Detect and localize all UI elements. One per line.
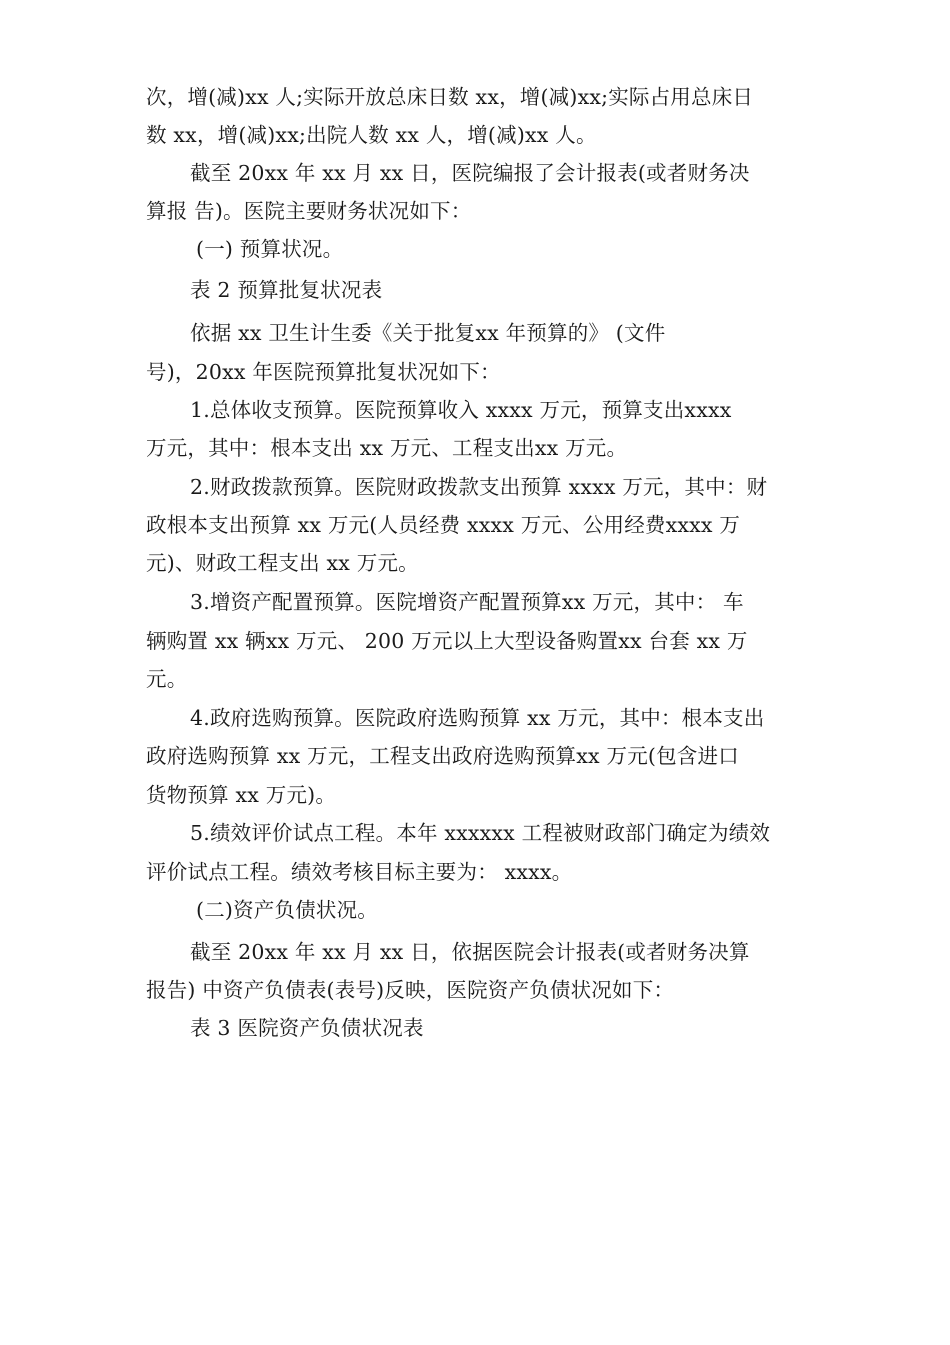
table-caption-3: 表 3 医院资产负债状况表 <box>190 1016 424 1040</box>
text-line-24: 报告) 中资产负债表(表号)反映，医院资产负债状况如下： <box>146 978 675 1002</box>
table-caption-2: 表 2 预算批复状况表 <box>190 278 383 302</box>
text-line-14: 3.增资产配置预算。医院增资产配置预算xx 万元，其中： 车 <box>190 590 744 614</box>
text-line-12: 政根本支出预算 xx 万元(人员经费 xxxx 万元、公用经费xxxx 万 <box>146 513 741 537</box>
section-heading-2: (二)资产负债状况。 <box>196 898 378 922</box>
text-line-23: 截至 20xx 年 xx 月 xx 日，依据医院会计报表(或者财务决算 <box>190 940 750 964</box>
text-line-15: 辆购置 xx 辆xx 万元、 200 万元以上大型设备购置xx 台套 xx 万 <box>146 629 748 653</box>
text-line-9: 1.总体收支预算。医院预算收入 xxxx 万元，预算支出xxxx <box>190 398 732 422</box>
text-line-2: 数 xx，增(减)xx;出院人数 xx 人，增(减)xx 人。 <box>146 123 597 147</box>
text-line-8: 号)，20xx 年医院预算批复状况如下： <box>146 360 501 384</box>
text-line-3: 截至 20xx 年 xx 月 xx 日，医院编报了会计报表(或者财务决 <box>190 161 750 185</box>
text-line-4: 算报 告)。医院主要财务状况如下： <box>146 199 472 223</box>
text-line-7: 依据 xx 卫生计生委《关于批复xx 年预算的》 (文件 <box>190 321 666 345</box>
text-line-16: 元。 <box>146 667 188 691</box>
text-line-18: 政府选购预算 xx 万元，工程支出政府选购预算xx 万元(包含进口 <box>146 744 739 768</box>
section-heading-1: (一) 预算状况。 <box>196 237 344 261</box>
text-line-1: 次，增(减)xx 人;实际开放总床日数 xx，增(减)xx;实际占用总床日 <box>146 85 754 109</box>
text-line-11: 2.财政拨款预算。医院财政拨款支出预算 xxxx 万元，其中：财 <box>190 475 768 499</box>
text-line-21: 评价试点工程。绩效考核目标主要为： xxxx。 <box>146 860 573 884</box>
text-line-13: 元)、财政工程支出 xx 万元。 <box>146 551 419 575</box>
text-line-20: 5.绩效评价试点工程。本年 xxxxxx 工程被财政部门确定为绩效 <box>190 821 771 845</box>
text-line-10: 万元，其中：根本支出 xx 万元、工程支出xx 万元。 <box>146 436 628 460</box>
text-line-19: 货物预算 xx 万元)。 <box>146 783 337 807</box>
text-line-17: 4.政府选购预算。医院政府选购预算 xx 万元，其中：根本支出 <box>190 706 765 730</box>
